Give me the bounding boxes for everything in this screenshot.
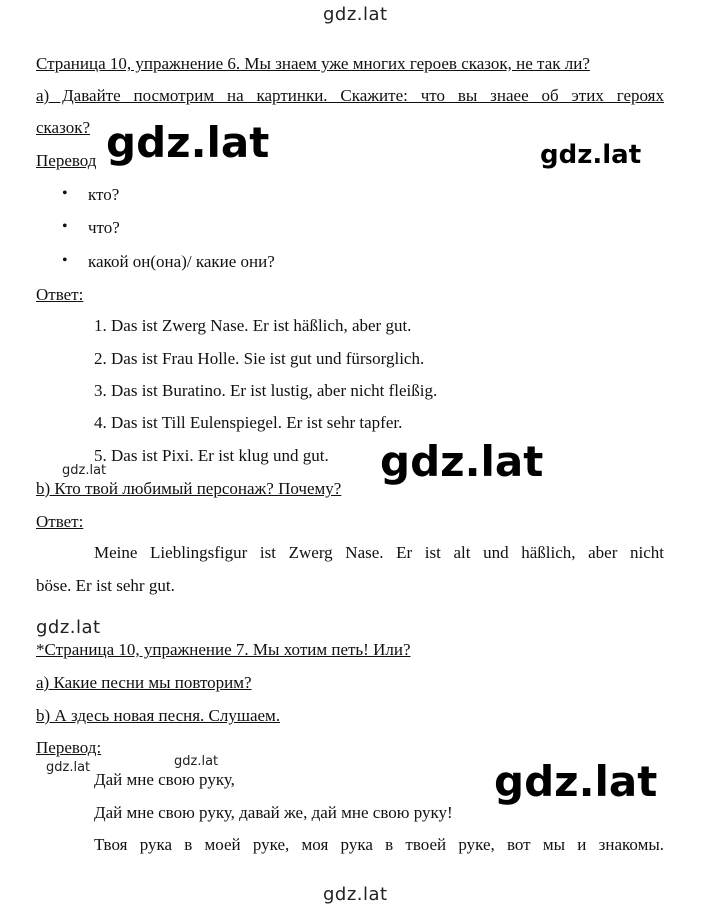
watermark-top: gdz.lat: [323, 4, 388, 25]
answer-item: 3. Das ist Buratino. Er ist lustig, aber nicht fleißig.: [94, 381, 438, 400]
song-line: Дай мне свою руку,: [94, 770, 235, 789]
answer-b-line2: böse. Er ist sehr gut.: [36, 576, 175, 595]
exercise-7-title: *Страница 10, упражнение 7. Мы хотим петь! Или?: [36, 640, 411, 659]
answer-b-line1: Meine Lieblingsfigur ist Zwerg Nase. Er ist alt und häßlich, aber nicht: [94, 543, 664, 562]
song-line: Дай мне свою руку, давай же, дай мне свою руку!: [94, 803, 453, 822]
bullet-item: какой он(она)/ какие они?: [88, 252, 275, 271]
watermark-small-2: gdz.lat: [46, 760, 91, 775]
exercise-7-part-a: а) Какие песни мы повторим?: [36, 673, 252, 692]
answer-item: 1. Das ist Zwerg Nase. Er ist häßlich, aber gut.: [94, 316, 412, 335]
watermark-medium-right: gdz.lat: [540, 140, 642, 170]
watermark-mid-left: gdz.lat: [36, 617, 101, 638]
bullet-marker: •: [62, 218, 68, 235]
translation-label: Перевод: [36, 151, 97, 170]
exercise-6-part-b: b) Кто твой любимый персонаж? Почему?: [36, 479, 342, 498]
answer-item: 5. Das ist Pixi. Er ist klug und gut.: [94, 446, 329, 465]
bullet-item: что?: [88, 218, 120, 237]
answer-label: Ответ:: [36, 285, 84, 304]
watermark-large-3: gdz.lat: [494, 757, 658, 806]
exercise-6-title: Страница 10, упражнение 6. Мы знаем уже многих героев сказок, не так ли?: [36, 54, 590, 73]
exercise-7-part-b: b) А здесь новая песня. Слушаем.: [36, 706, 281, 725]
watermark-small-3: gdz.lat: [174, 754, 219, 769]
song-line: Твоя рука в моей руке, моя рука в твоей руке, вот мы и знакомы.: [94, 835, 664, 854]
watermark-small-1: gdz.lat: [62, 463, 107, 478]
bullet-marker: •: [62, 185, 68, 202]
translation-label-7: Перевод:: [36, 738, 102, 757]
exercise-6-part-a-line2: сказок?: [36, 118, 91, 137]
watermark-large-1: gdz.lat: [106, 118, 270, 167]
watermark-large-2: gdz.lat: [380, 437, 544, 486]
bullet-item: кто?: [88, 185, 120, 204]
answer-item: 2. Das ist Frau Holle. Sie ist gut und fürsorglich.: [94, 349, 425, 368]
exercise-6-part-a-line1: а) Давайте посмотрим на картинки. Скажите: что вы знаее об этих героях: [36, 86, 664, 105]
answer-item: 4. Das ist Till Eulenspiegel. Er ist sehr tapfer.: [94, 413, 403, 432]
bullet-marker: •: [62, 252, 68, 269]
watermark-bottom: gdz.lat: [323, 884, 388, 905]
answer-label-b: Ответ:: [36, 512, 84, 531]
